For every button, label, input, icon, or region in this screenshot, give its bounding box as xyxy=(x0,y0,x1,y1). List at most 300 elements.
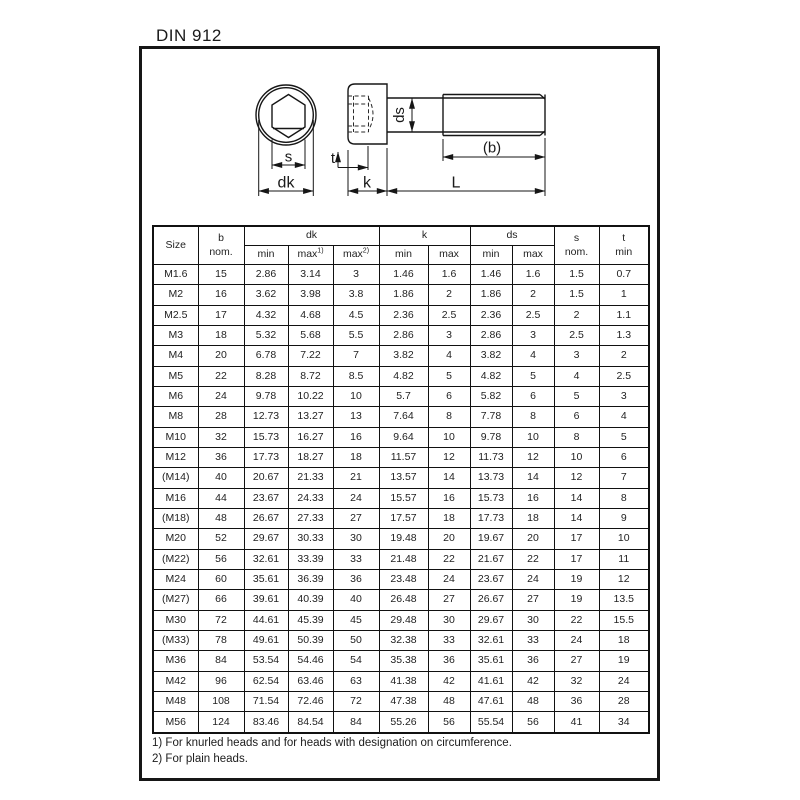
cell-dk-max2: 8.5 xyxy=(333,366,379,386)
cell-dk-max1: 16.27 xyxy=(288,427,333,447)
cell-size: M3 xyxy=(153,325,198,345)
cell-b-nom: 66 xyxy=(198,590,244,610)
cell-dk-min: 35.61 xyxy=(244,569,288,589)
cell-ds-max: 1.6 xyxy=(512,265,554,285)
cell-ds-min: 11.73 xyxy=(470,447,512,467)
cell-size: M16 xyxy=(153,488,198,508)
cell-dk-max1: 7.22 xyxy=(288,346,333,366)
table-row xyxy=(153,508,649,528)
cell-size: M2 xyxy=(153,285,198,305)
cell-s-nom: 19 xyxy=(554,569,599,589)
cell-dk-min: 12.73 xyxy=(244,407,288,427)
cell-t-min: 10 xyxy=(599,529,649,549)
cell-dk-max2: 54 xyxy=(333,651,379,671)
table-row xyxy=(153,529,649,549)
subcol-k-min: min xyxy=(379,246,428,265)
cell-dk-max1: 72.46 xyxy=(288,691,333,711)
cell-ds-max: 5 xyxy=(512,366,554,386)
cell-b-nom: 20 xyxy=(198,346,244,366)
cell-dk-max2: 50 xyxy=(333,630,379,650)
cell-ds-max: 18 xyxy=(512,508,554,528)
cell-ds-min: 55.54 xyxy=(470,712,512,733)
cell-k-max: 2 xyxy=(428,285,470,305)
cell-ds-max: 48 xyxy=(512,691,554,711)
cell-ds-min: 21.67 xyxy=(470,549,512,569)
table-row xyxy=(153,630,649,650)
cell-k-min: 35.38 xyxy=(379,651,428,671)
cell-k-min: 4.82 xyxy=(379,366,428,386)
cell-size: M30 xyxy=(153,610,198,630)
cell-dk-max1: 8.72 xyxy=(288,366,333,386)
cell-s-nom: 19 xyxy=(554,590,599,610)
table-row xyxy=(153,468,649,488)
cell-k-min: 21.48 xyxy=(379,549,428,569)
cell-t-min: 8 xyxy=(599,488,649,508)
cell-ds-max: 3 xyxy=(512,325,554,345)
cell-k-max: 8 xyxy=(428,407,470,427)
cell-size: M1.6 xyxy=(153,265,198,285)
cell-dk-min: 5.32 xyxy=(244,325,288,345)
cell-k-max: 12 xyxy=(428,447,470,467)
cell-s-nom: 3 xyxy=(554,346,599,366)
cell-ds-max: 36 xyxy=(512,651,554,671)
cell-dk-max1: 27.33 xyxy=(288,508,333,528)
cell-ds-min: 29.67 xyxy=(470,610,512,630)
cell-b-nom: 96 xyxy=(198,671,244,691)
cell-size: M10 xyxy=(153,427,198,447)
cell-dk-max2: 24 xyxy=(333,488,379,508)
cell-s-nom: 41 xyxy=(554,712,599,733)
table-row xyxy=(153,285,649,305)
cell-t-min: 13.5 xyxy=(599,590,649,610)
cell-ds-max: 4 xyxy=(512,346,554,366)
cell-b-nom: 56 xyxy=(198,549,244,569)
cell-ds-max: 12 xyxy=(512,447,554,467)
cell-k-min: 23.48 xyxy=(379,569,428,589)
cell-k-max: 36 xyxy=(428,651,470,671)
cell-s-nom: 27 xyxy=(554,651,599,671)
cell-dk-max1: 21.33 xyxy=(288,468,333,488)
page-title: DIN 912 xyxy=(156,26,222,45)
table-row xyxy=(153,488,649,508)
cell-k-max: 3 xyxy=(428,325,470,345)
cell-t-min: 1.3 xyxy=(599,325,649,345)
cell-dk-max2: 4.5 xyxy=(333,305,379,325)
cell-dk-min: 83.46 xyxy=(244,712,288,733)
cell-ds-min: 7.78 xyxy=(470,407,512,427)
cell-ds-min: 41.61 xyxy=(470,671,512,691)
cell-b-nom: 36 xyxy=(198,447,244,467)
cell-k-min: 7.64 xyxy=(379,407,428,427)
cell-size: M8 xyxy=(153,407,198,427)
cell-ds-max: 30 xyxy=(512,610,554,630)
subcol-ds-max: max xyxy=(512,246,554,265)
cell-k-max: 33 xyxy=(428,630,470,650)
cell-b-nom: 124 xyxy=(198,712,244,733)
cell-dk-max1: 5.68 xyxy=(288,325,333,345)
cell-ds-max: 20 xyxy=(512,529,554,549)
cell-s-nom: 6 xyxy=(554,407,599,427)
table-row xyxy=(153,447,649,467)
cell-ds-max: 14 xyxy=(512,468,554,488)
cell-dk-max1: 10.22 xyxy=(288,386,333,406)
col-header-s: s nom. xyxy=(554,226,599,265)
cell-t-min: 1 xyxy=(599,285,649,305)
cell-b-nom: 22 xyxy=(198,366,244,386)
dim-label-b: (b) xyxy=(482,139,502,157)
table-row xyxy=(153,712,649,733)
cell-ds-min: 9.78 xyxy=(470,427,512,447)
cell-size: M20 xyxy=(153,529,198,549)
cell-k-min: 1.46 xyxy=(379,265,428,285)
cell-dk-max2: 18 xyxy=(333,447,379,467)
cell-size: M24 xyxy=(153,569,198,589)
cell-dk-max2: 40 xyxy=(333,590,379,610)
cell-k-max: 30 xyxy=(428,610,470,630)
cell-k-max: 42 xyxy=(428,671,470,691)
cell-t-min: 2.5 xyxy=(599,366,649,386)
cell-size: M2.5 xyxy=(153,305,198,325)
cell-k-max: 48 xyxy=(428,691,470,711)
cell-k-max: 5 xyxy=(428,366,470,386)
cell-dk-max2: 16 xyxy=(333,427,379,447)
cell-dk-max2: 13 xyxy=(333,407,379,427)
cell-ds-min: 2.36 xyxy=(470,305,512,325)
cell-size: M36 xyxy=(153,651,198,671)
cell-dk-max2: 63 xyxy=(333,671,379,691)
cell-b-nom: 84 xyxy=(198,651,244,671)
cell-k-min: 13.57 xyxy=(379,468,428,488)
dim-label-L: L xyxy=(451,174,461,192)
cell-b-nom: 52 xyxy=(198,529,244,549)
cell-ds-min: 1.46 xyxy=(470,265,512,285)
cell-k-min: 47.38 xyxy=(379,691,428,711)
table-row xyxy=(153,549,649,569)
col-header-b: b nom. xyxy=(198,226,244,265)
cell-dk-max1: 3.14 xyxy=(288,265,333,285)
cell-b-nom: 72 xyxy=(198,610,244,630)
cell-b-nom: 24 xyxy=(198,386,244,406)
footnote-2: 2) For plain heads. xyxy=(152,753,248,765)
cell-s-nom: 1.5 xyxy=(554,265,599,285)
cell-dk-max2: 27 xyxy=(333,508,379,528)
cell-t-min: 34 xyxy=(599,712,649,733)
cell-t-min: 3 xyxy=(599,386,649,406)
cell-dk-max2: 10 xyxy=(333,386,379,406)
cell-b-nom: 44 xyxy=(198,488,244,508)
table-row xyxy=(153,610,649,630)
cell-k-max: 56 xyxy=(428,712,470,733)
cell-s-nom: 12 xyxy=(554,468,599,488)
cell-k-max: 14 xyxy=(428,468,470,488)
cell-t-min: 28 xyxy=(599,691,649,711)
cell-b-nom: 78 xyxy=(198,630,244,650)
col-group-ds: ds xyxy=(470,226,554,246)
cell-dk-min: 3.62 xyxy=(244,285,288,305)
cell-ds-max: 10 xyxy=(512,427,554,447)
table-row xyxy=(153,305,649,325)
cell-t-min: 6 xyxy=(599,447,649,467)
cell-k-max: 24 xyxy=(428,569,470,589)
cell-k-min: 32.38 xyxy=(379,630,428,650)
cell-k-max: 6 xyxy=(428,386,470,406)
cell-dk-min: 2.86 xyxy=(244,265,288,285)
cell-k-min: 15.57 xyxy=(379,488,428,508)
cell-dk-min: 15.73 xyxy=(244,427,288,447)
cell-dk-max1: 54.46 xyxy=(288,651,333,671)
subcol-dk-max2: $\max^{2)}$ xyxy=(333,246,379,265)
cell-dk-max1: 45.39 xyxy=(288,610,333,630)
cell-ds-min: 35.61 xyxy=(470,651,512,671)
col-group-k: k xyxy=(379,226,470,246)
cell-t-min: 11 xyxy=(599,549,649,569)
cell-k-min: 2.36 xyxy=(379,305,428,325)
cell-dk-max2: 84 xyxy=(333,712,379,733)
cell-ds-min: 3.82 xyxy=(470,346,512,366)
cell-k-min: 29.48 xyxy=(379,610,428,630)
cell-ds-max: 2.5 xyxy=(512,305,554,325)
cell-s-nom: 22 xyxy=(554,610,599,630)
cell-ds-min: 5.82 xyxy=(470,386,512,406)
cell-b-nom: 15 xyxy=(198,265,244,285)
cell-size: M6 xyxy=(153,386,198,406)
cell-s-nom: 8 xyxy=(554,427,599,447)
cell-size: (M14) xyxy=(153,468,198,488)
cell-ds-max: 2 xyxy=(512,285,554,305)
cell-dk-max2: 3.8 xyxy=(333,285,379,305)
cell-size: M48 xyxy=(153,691,198,711)
cell-k-min: 26.48 xyxy=(379,590,428,610)
cell-ds-max: 27 xyxy=(512,590,554,610)
cell-s-nom: 14 xyxy=(554,488,599,508)
cell-dk-min: 23.67 xyxy=(244,488,288,508)
subcol-dk-min: min xyxy=(244,246,288,265)
cell-k-min: 19.48 xyxy=(379,529,428,549)
cell-b-nom: 108 xyxy=(198,691,244,711)
table-row xyxy=(153,569,649,589)
cell-ds-min: 13.73 xyxy=(470,468,512,488)
cell-t-min: 5 xyxy=(599,427,649,447)
din912-dimensions-table xyxy=(152,225,650,734)
table-row xyxy=(153,366,649,386)
cell-dk-min: 53.54 xyxy=(244,651,288,671)
cell-k-max: 27 xyxy=(428,590,470,610)
cell-dk-max2: 33 xyxy=(333,549,379,569)
cell-ds-min: 1.86 xyxy=(470,285,512,305)
cell-k-max: 2.5 xyxy=(428,305,470,325)
cell-ds-max: 16 xyxy=(512,488,554,508)
cell-ds-min: 15.73 xyxy=(470,488,512,508)
cell-dk-min: 44.61 xyxy=(244,610,288,630)
cell-size: M56 xyxy=(153,712,198,733)
dim-label-t: t xyxy=(330,150,336,167)
cell-dk-min: 49.61 xyxy=(244,630,288,650)
cell-k-min: 3.82 xyxy=(379,346,428,366)
cell-size: M42 xyxy=(153,671,198,691)
cell-ds-min: 23.67 xyxy=(470,569,512,589)
cell-t-min: 0.7 xyxy=(599,265,649,285)
table-row xyxy=(153,265,649,285)
cell-dk-max1: 50.39 xyxy=(288,630,333,650)
cell-dk-max1: 18.27 xyxy=(288,447,333,467)
cell-t-min: 15.5 xyxy=(599,610,649,630)
cell-dk-min: 20.67 xyxy=(244,468,288,488)
table-row xyxy=(153,651,649,671)
col-header-t: t min xyxy=(599,226,649,265)
cell-dk-max1: 36.39 xyxy=(288,569,333,589)
cell-dk-max1: 40.39 xyxy=(288,590,333,610)
cell-ds-max: 6 xyxy=(512,386,554,406)
cell-k-min: 55.26 xyxy=(379,712,428,733)
subcol-ds-min: min xyxy=(470,246,512,265)
cell-dk-min: 71.54 xyxy=(244,691,288,711)
cell-dk-min: 4.32 xyxy=(244,305,288,325)
cell-k-max: 10 xyxy=(428,427,470,447)
cell-ds-max: 22 xyxy=(512,549,554,569)
cell-t-min: 12 xyxy=(599,569,649,589)
dim-label-ds: ds xyxy=(391,107,408,123)
cell-ds-max: 24 xyxy=(512,569,554,589)
cell-dk-min: 6.78 xyxy=(244,346,288,366)
cell-t-min: 18 xyxy=(599,630,649,650)
cell-b-nom: 16 xyxy=(198,285,244,305)
cell-k-min: 5.7 xyxy=(379,386,428,406)
cell-ds-min: 2.86 xyxy=(470,325,512,345)
cell-size: M12 xyxy=(153,447,198,467)
cell-ds-min: 17.73 xyxy=(470,508,512,528)
cell-dk-min: 32.61 xyxy=(244,549,288,569)
cell-s-nom: 1.5 xyxy=(554,285,599,305)
col-header-size: Size xyxy=(153,226,198,265)
cell-dk-max1: 33.39 xyxy=(288,549,333,569)
cell-ds-max: 33 xyxy=(512,630,554,650)
cell-k-max: 4 xyxy=(428,346,470,366)
cell-b-nom: 60 xyxy=(198,569,244,589)
cell-s-nom: 36 xyxy=(554,691,599,711)
cell-dk-max2: 5.5 xyxy=(333,325,379,345)
cell-k-min: 2.86 xyxy=(379,325,428,345)
cell-ds-min: 19.67 xyxy=(470,529,512,549)
cell-ds-max: 56 xyxy=(512,712,554,733)
table-row xyxy=(153,325,649,345)
cell-k-min: 17.57 xyxy=(379,508,428,528)
footnote-1: 1) For knurled heads and for heads with designation on circumference. xyxy=(152,737,512,749)
cell-dk-max1: 13.27 xyxy=(288,407,333,427)
table-row xyxy=(153,590,649,610)
cell-dk-max2: 36 xyxy=(333,569,379,589)
cell-k-max: 16 xyxy=(428,488,470,508)
cell-dk-max1: 63.46 xyxy=(288,671,333,691)
cell-dk-max2: 21 xyxy=(333,468,379,488)
cell-dk-max2: 7 xyxy=(333,346,379,366)
cell-size: (M33) xyxy=(153,630,198,650)
cell-dk-max2: 45 xyxy=(333,610,379,630)
cell-k-max: 1.6 xyxy=(428,265,470,285)
cell-t-min: 1.1 xyxy=(599,305,649,325)
subcol-k-max: max xyxy=(428,246,470,265)
subcol-dk-max1: $\max^{1)}$ xyxy=(288,246,333,265)
cell-dk-max1: 30.33 xyxy=(288,529,333,549)
table-row xyxy=(153,346,649,366)
cell-size: M4 xyxy=(153,346,198,366)
cell-k-max: 22 xyxy=(428,549,470,569)
cell-k-max: 18 xyxy=(428,508,470,528)
cell-dk-max1: 3.98 xyxy=(288,285,333,305)
table-row xyxy=(153,407,649,427)
table-row xyxy=(153,386,649,406)
cell-k-min: 1.86 xyxy=(379,285,428,305)
cell-dk-min: 9.78 xyxy=(244,386,288,406)
cell-dk-max1: 84.54 xyxy=(288,712,333,733)
cell-dk-min: 39.61 xyxy=(244,590,288,610)
cell-s-nom: 5 xyxy=(554,386,599,406)
dim-label-dk: dk xyxy=(277,174,295,192)
cell-t-min: 24 xyxy=(599,671,649,691)
cell-b-nom: 18 xyxy=(198,325,244,345)
dim-label-k: k xyxy=(363,174,371,192)
cell-ds-min: 4.82 xyxy=(470,366,512,386)
cell-dk-min: 62.54 xyxy=(244,671,288,691)
header-group-row xyxy=(153,226,649,246)
cell-dk-max1: 4.68 xyxy=(288,305,333,325)
cell-k-max: 20 xyxy=(428,529,470,549)
cell-k-min: 11.57 xyxy=(379,447,428,467)
table-row xyxy=(153,671,649,691)
table-row xyxy=(153,691,649,711)
cell-s-nom: 17 xyxy=(554,549,599,569)
cell-ds-min: 47.61 xyxy=(470,691,512,711)
cell-b-nom: 40 xyxy=(198,468,244,488)
cell-dk-max1: 24.33 xyxy=(288,488,333,508)
cell-dk-max2: 3 xyxy=(333,265,379,285)
dim-label-s: s xyxy=(284,148,293,166)
cell-s-nom: 2 xyxy=(554,305,599,325)
cell-k-min: 9.64 xyxy=(379,427,428,447)
cell-dk-min: 26.67 xyxy=(244,508,288,528)
cell-s-nom: 14 xyxy=(554,508,599,528)
cell-t-min: 9 xyxy=(599,508,649,528)
cell-size: M5 xyxy=(153,366,198,386)
table-header xyxy=(153,226,649,265)
cell-t-min: 7 xyxy=(599,468,649,488)
cell-size: (M22) xyxy=(153,549,198,569)
cell-b-nom: 32 xyxy=(198,427,244,447)
cell-s-nom: 2.5 xyxy=(554,325,599,345)
cell-size: (M18) xyxy=(153,508,198,528)
cell-dk-min: 8.28 xyxy=(244,366,288,386)
table-body xyxy=(153,265,649,734)
cell-s-nom: 17 xyxy=(554,529,599,549)
cell-dk-max2: 30 xyxy=(333,529,379,549)
cell-b-nom: 48 xyxy=(198,508,244,528)
col-group-dk: dk xyxy=(244,226,379,246)
cell-size: (M27) xyxy=(153,590,198,610)
cell-s-nom: 24 xyxy=(554,630,599,650)
cell-b-nom: 17 xyxy=(198,305,244,325)
cell-ds-max: 42 xyxy=(512,671,554,691)
cell-dk-min: 17.73 xyxy=(244,447,288,467)
table-row xyxy=(153,427,649,447)
cell-k-min: 41.38 xyxy=(379,671,428,691)
cell-s-nom: 4 xyxy=(554,366,599,386)
cell-ds-min: 32.61 xyxy=(470,630,512,650)
cell-s-nom: 10 xyxy=(554,447,599,467)
cell-dk-max2: 72 xyxy=(333,691,379,711)
cell-ds-max: 8 xyxy=(512,407,554,427)
cell-ds-min: 26.67 xyxy=(470,590,512,610)
cell-b-nom: 28 xyxy=(198,407,244,427)
cell-dk-min: 29.67 xyxy=(244,529,288,549)
